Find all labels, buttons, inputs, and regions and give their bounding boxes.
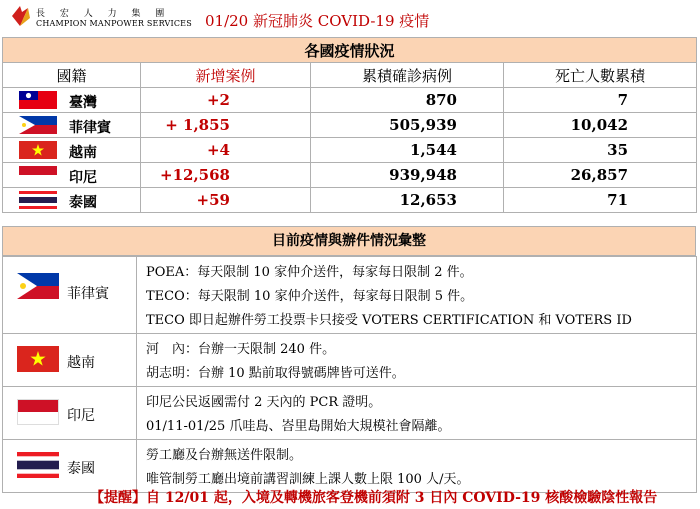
- new-cases-value: +4: [141, 138, 311, 163]
- stats-section-title: 各國疫情狀況: [3, 38, 697, 63]
- table-row: [3, 163, 697, 188]
- thailand-flag-icon: [17, 452, 59, 478]
- thailand-flag-icon: [19, 191, 57, 209]
- info-line: 01/11-01/25 爪哇島、峇里島開始大規模社會隔離。: [146, 419, 451, 434]
- total-cases-value: 505,939: [311, 113, 504, 138]
- new-cases-value: + 1,855: [141, 113, 311, 138]
- new-cases-value: +59: [141, 188, 311, 213]
- processing-info-table: [2, 256, 697, 493]
- country-name: 菲律賓: [69, 120, 111, 136]
- table-row: [3, 113, 697, 138]
- total-cases-value: 939,948: [311, 163, 504, 188]
- column-header-deaths: 死亡人數累積: [504, 63, 697, 88]
- vietnam-flag-icon: [19, 141, 57, 159]
- covid-stats-table: [2, 37, 697, 213]
- country-name: 印尼: [69, 170, 97, 186]
- country-name: 越南: [67, 355, 95, 371]
- new-cases-value: +2: [141, 88, 311, 113]
- info-line: 唯管制勞工廳出境前講習訓練上課人數上限 100 人/天。: [146, 472, 470, 487]
- country-name: 印尼: [67, 408, 95, 424]
- info-line: 河 內：台辦一天限制 240 件。: [146, 342, 336, 357]
- info-row: [3, 257, 697, 334]
- info-section-title: 目前疫情與辦件情況彙整: [2, 226, 696, 256]
- deaths-value: 35: [504, 138, 697, 163]
- country-name: 泰國: [69, 195, 97, 211]
- deaths-value: 10,042: [504, 113, 697, 138]
- philippines-flag-icon: [17, 273, 59, 299]
- page-header: [0, 0, 700, 36]
- table-row: [3, 138, 697, 163]
- info-line: POEA：每天限制 10 家仲介送件，每家每日限制 2 件。: [146, 265, 473, 280]
- country-name: 泰國: [67, 461, 95, 477]
- page-title: 01/20 新冠肺炎 COVID-19 疫情: [205, 12, 430, 30]
- country-name: 菲律賓: [67, 286, 109, 302]
- table-row: [3, 188, 697, 213]
- indonesia-flag-icon: [17, 399, 59, 425]
- deaths-value: 26,857: [504, 163, 697, 188]
- taiwan-flag-icon: [19, 91, 57, 109]
- info-line: TECO：每天限制 10 家仲介送件，每家每日限制 5 件。: [146, 289, 474, 304]
- deaths-value: 71: [504, 188, 697, 213]
- info-line: 胡志明：台辦 10 點前取得號碼牌皆可送件。: [146, 366, 405, 381]
- info-row: [3, 440, 697, 493]
- company-logo-icon: [8, 4, 32, 28]
- info-line: TECO 即日起辦件勞工投票卡只接受 VOTERS CERTIFICATION 和 VOTERS ID: [146, 313, 632, 328]
- philippines-flag-icon: [19, 116, 57, 134]
- total-cases-value: 870: [311, 88, 504, 113]
- company-name-en: CHAMPION MANPOWER SERVICES: [36, 19, 192, 28]
- column-header-total-cases: 累積確診病例: [311, 63, 504, 88]
- column-header-new-cases: 新增案例: [141, 63, 311, 88]
- info-line: 勞工廳及台辦無送件限制。: [146, 448, 303, 463]
- country-name: 臺灣: [69, 95, 97, 111]
- reminder-footer: 【提醒】自 12/01 起，入境及轉機旅客登機前須附 3 日內 COVID-19 核酸檢驗陰性報告: [90, 490, 658, 506]
- info-row: [3, 387, 697, 440]
- new-cases-value: +12,568: [141, 163, 311, 188]
- info-line: 印尼公民返國需付 2 天內的 PCR 證明。: [146, 395, 382, 410]
- table-row: [3, 88, 697, 113]
- company-name-cn: 長 宏 人 力 集 團: [36, 9, 171, 19]
- deaths-value: 7: [504, 88, 697, 113]
- country-name: 越南: [69, 145, 97, 161]
- total-cases-value: 12,653: [311, 188, 504, 213]
- info-row: [3, 334, 697, 387]
- column-header-nationality: 國籍: [3, 63, 141, 88]
- indonesia-flag-icon: [19, 166, 57, 184]
- total-cases-value: 1,544: [311, 138, 504, 163]
- vietnam-flag-icon: [17, 346, 59, 372]
